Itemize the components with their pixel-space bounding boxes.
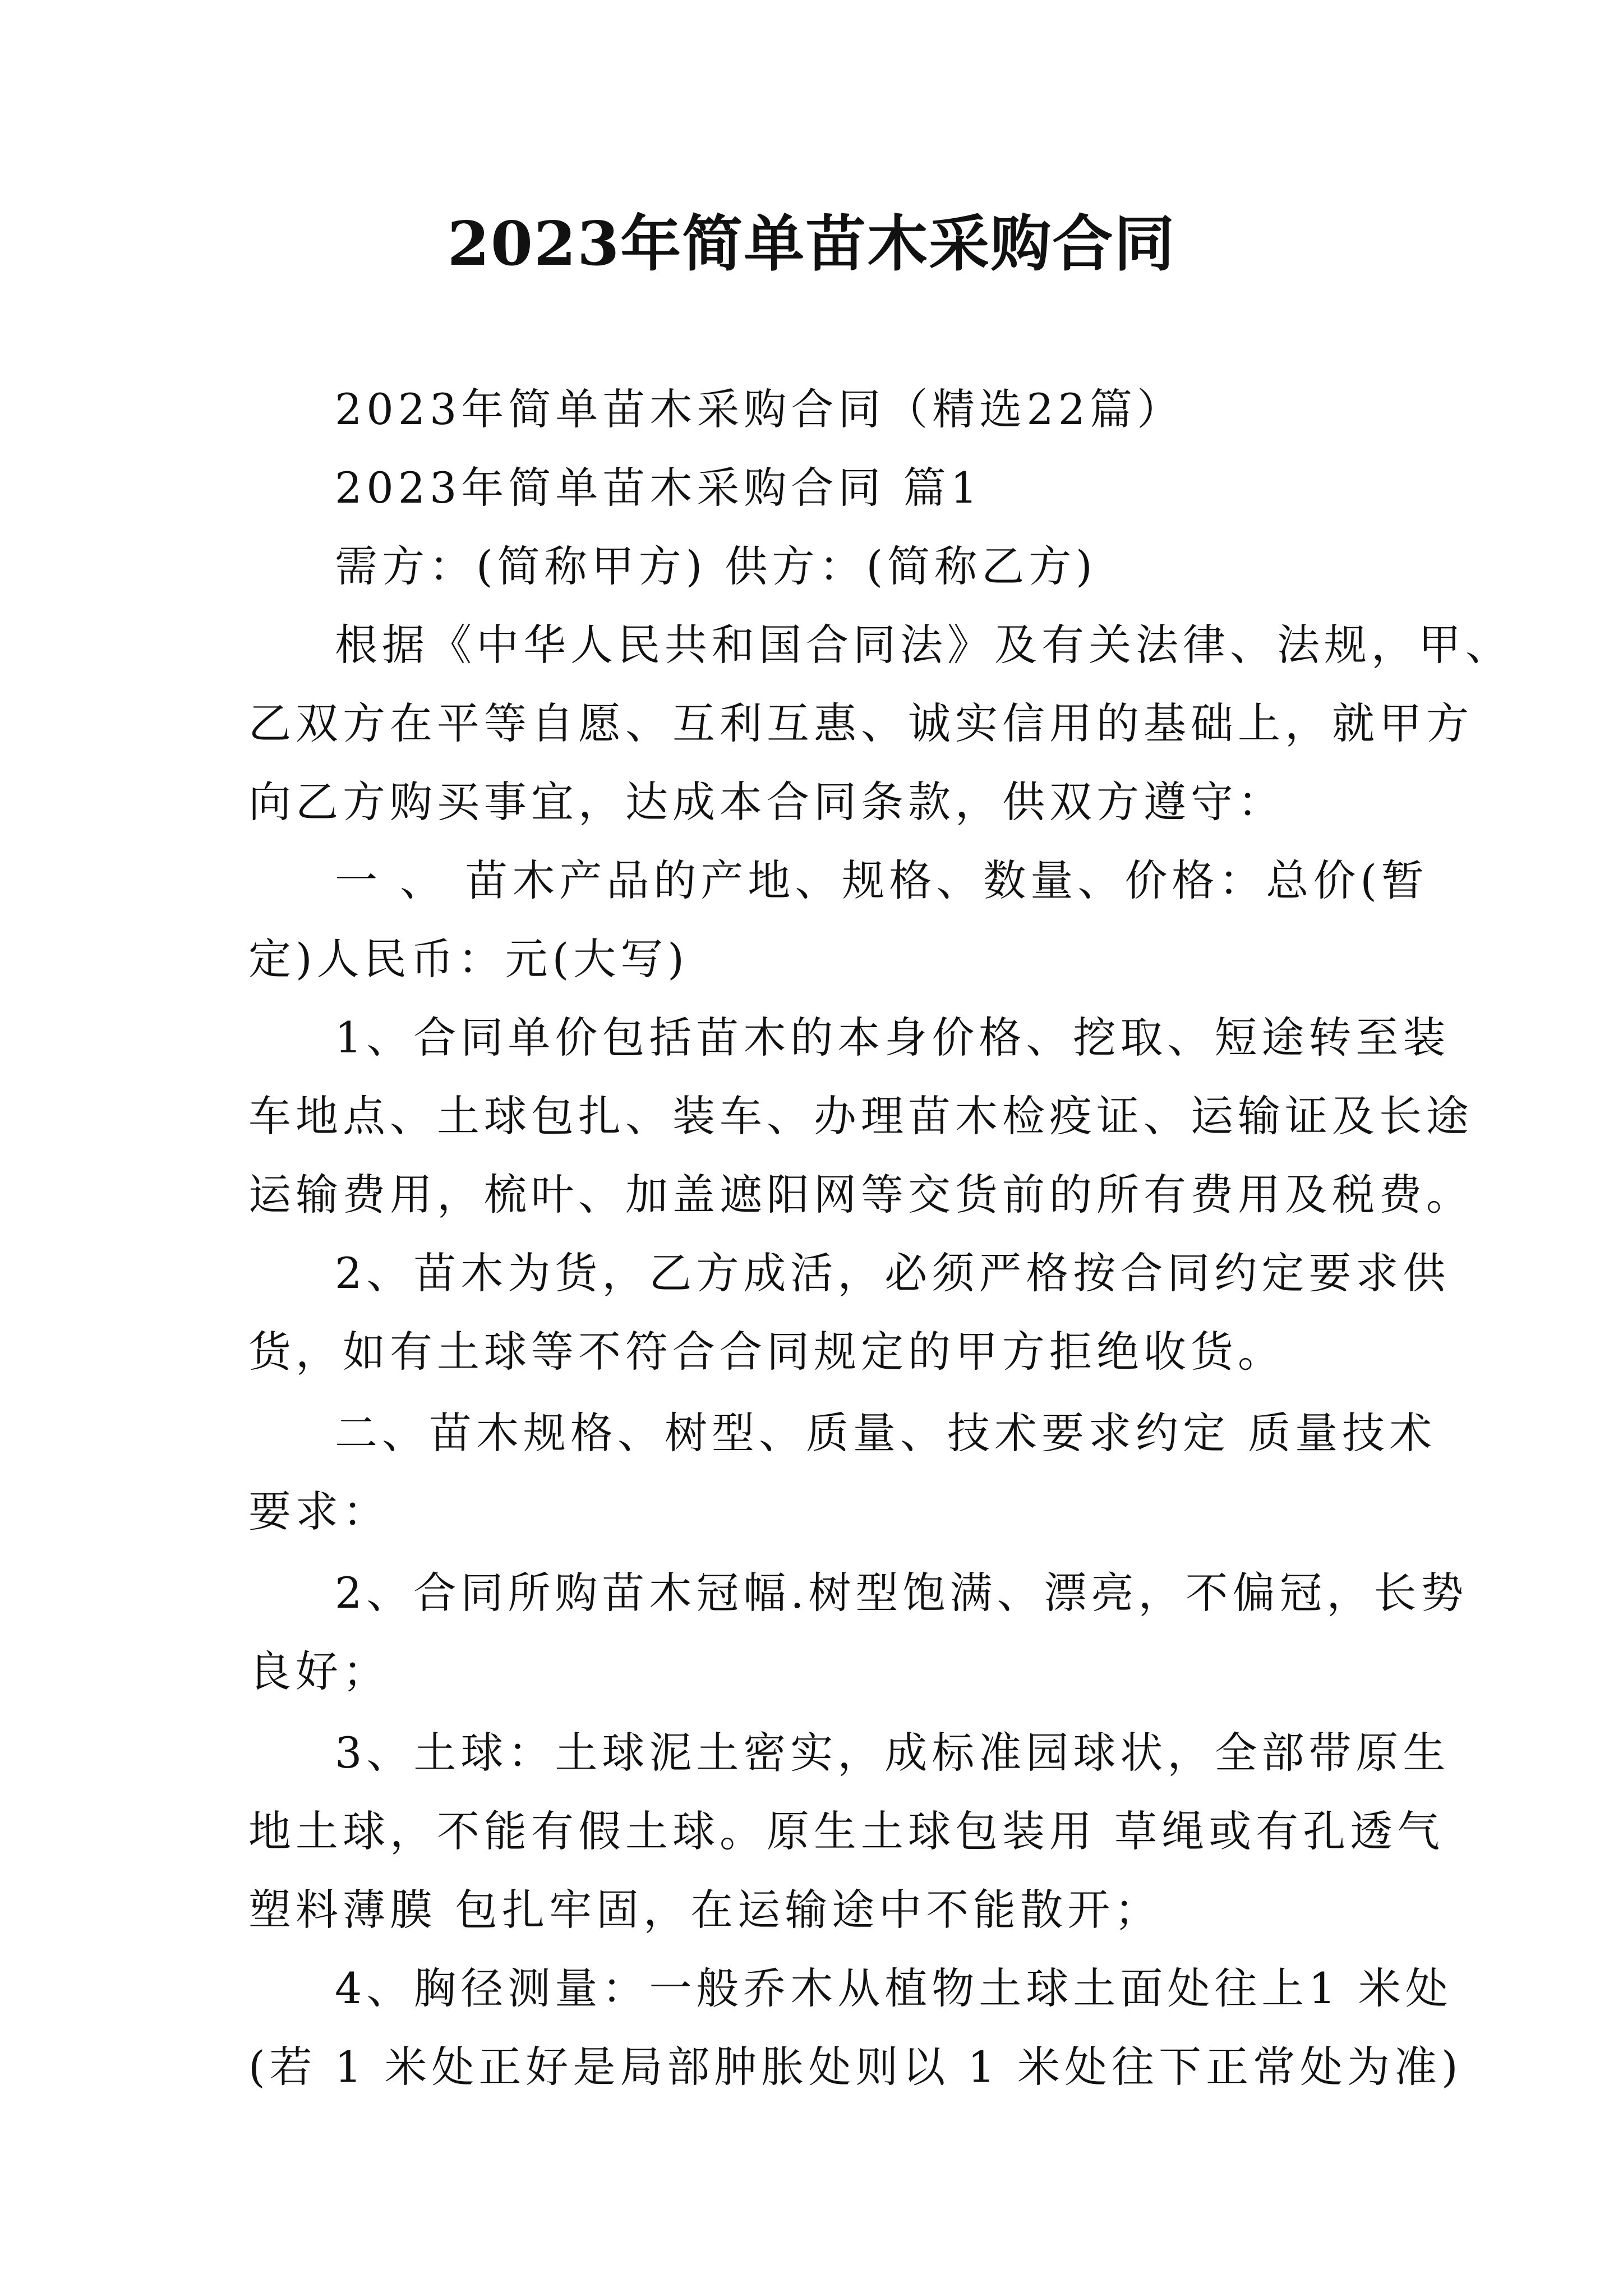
clause-heading-line: 二、苗木规格、树型、质量、技术要求约定 质量技术 — [335, 1408, 1437, 1458]
body-text-line: (若 1 米处正好是局部肿胀处则以 1 米处往下正常处为准) — [248, 2042, 1463, 2092]
body-text-line: 良好； — [248, 1646, 390, 1696]
section-heading-line: 2023年简单苗木采购合同 篇1 — [335, 463, 982, 513]
clause-item-line: 2、合同所购苗木冠幅.树型饱满、漂亮，不偏冠，长势 — [335, 1568, 1468, 1618]
subtitle-line: 2023年简单苗木采购合同（精选22篇） — [335, 384, 1184, 434]
body-text-line: 塑料薄膜 包扎牢固，在运输途中不能散开； — [248, 1885, 1162, 1935]
body-text-line: 车地点、土球包扎、装车、办理苗木检疫证、运输证及长途 — [248, 1091, 1473, 1141]
clause-item-line: 4、胸径测量：一般乔木从植物土球土面处往上1 米处 — [335, 1963, 1453, 2013]
parties-line: 需方：(简称甲方) 供方：(简称乙方) — [335, 541, 1097, 591]
body-text-line: 运输费用，梳叶、加盖遮阳网等交货前的所有费用及税费。 — [248, 1170, 1473, 1220]
body-text-line: 要求： — [248, 1487, 390, 1536]
body-text-line: 向乙方购买事宜，达成本合同条款，供双方遵守： — [248, 777, 1285, 827]
clause-heading-line: 一 、 苗木产品的产地、规格、数量、价格：总价(暂 — [335, 855, 1428, 905]
body-text-line: 货，如有土球等不符合合同规定的甲方拒绝收货。 — [248, 1327, 1285, 1377]
body-text-line: 定)人民币：元(大写) — [248, 934, 689, 984]
document-title: 2023年简单苗木采购合同 — [447, 209, 1176, 279]
body-text-line: 根据《中华人民共和国合同法》及有关法律、法规，甲、 — [335, 620, 1513, 670]
clause-item-line: 2、苗木为货，乙方成活，必须严格按合同约定要求供 — [335, 1248, 1450, 1298]
body-text-line: 乙双方在平等自愿、互利互惠、诚实信用的基础上，就甲方 — [248, 698, 1473, 748]
clause-item-line: 3、土球：土球泥土密实，成标准园球状，全部带原生 — [335, 1728, 1450, 1778]
body-text-line: 地土球，不能有假土球。原生土球包装用 草绳或有孔透气 — [248, 1806, 1445, 1856]
clause-item-line: 1、合同单价包括苗木的本身价格、挖取、短途转至装 — [335, 1013, 1450, 1062]
